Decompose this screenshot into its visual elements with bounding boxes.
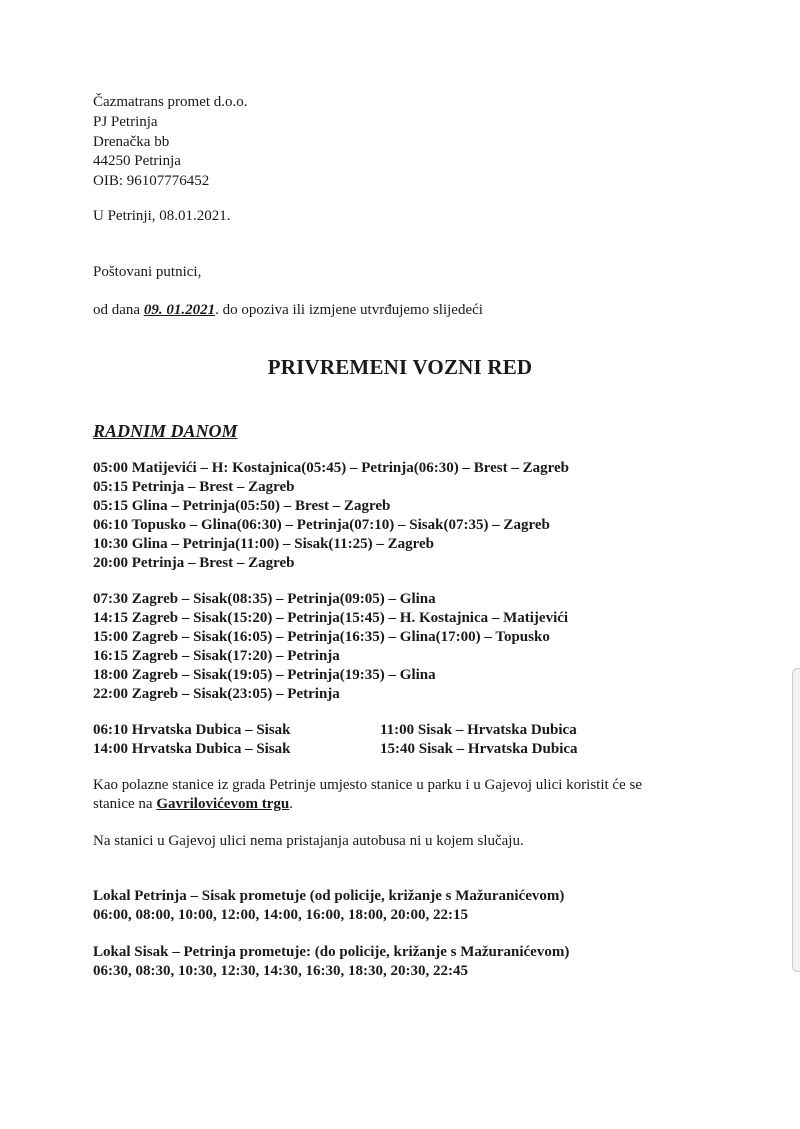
- schedule-row: 22:00 Zagreb – Sisak(23:05) – Petrinja: [93, 686, 340, 702]
- page-title: PRIVREMENI VOZNI RED: [267, 355, 533, 379]
- intro-after: . do opoziva ili izmjene utvrđujemo slijedeći: [215, 302, 483, 318]
- date-line: U Petrinji, 08.01.2021.: [93, 208, 231, 224]
- intro-line: [93, 301, 483, 319]
- note-stations-place: Gavrilovićevom trgu: [156, 796, 290, 812]
- note-stations-line1: Kao polazne stanice iz grada Petrinje umjesto stanice u parku i u Gajevoj ulici koristit će se: [93, 777, 642, 793]
- intro-date: 09. 01.2021: [143, 302, 216, 318]
- schedule-row: 05:15 Petrinja – Brest – Zagreb: [93, 479, 295, 495]
- schedule-row: 16:15 Zagreb – Sisak(17:20) – Petrinja: [93, 648, 340, 664]
- intro-before: od dana: [93, 302, 144, 318]
- greeting: Poštovani putnici,: [93, 264, 202, 280]
- company-oib: OIB: 96107776452: [93, 173, 210, 189]
- schedule-row: 05:15 Glina – Petrinja(05:50) – Brest – Zagreb: [93, 498, 391, 514]
- company-street: Drenačka bb: [93, 134, 170, 150]
- schedule-row: 14:15 Zagreb – Sisak(15:20) – Petrinja(15:45) – H. Kostajnica – Matijevići: [93, 610, 569, 626]
- schedule-row: 15:00 Zagreb – Sisak(16:05) – Petrinja(16:35) – Glina(17:00) – Topusko: [93, 629, 550, 645]
- note-no-stopping: Na stanici u Gajevoj ulici nema pristajanja autobusa ni u kojem slučaju.: [93, 833, 524, 849]
- note-stations-line2: [93, 795, 293, 813]
- dubica-row: 11:00 Sisak – Hrvatska Dubica: [380, 722, 577, 738]
- note-stations-before: stanice na: [93, 796, 157, 812]
- note-stations-after: .: [289, 796, 293, 812]
- local-sisak-petrinja-heading: Lokal Sisak – Petrinja prometuje: (do policije, križanje s Mažuranićevom): [93, 944, 570, 960]
- dubica-row: 14:00 Hrvatska Dubica – Sisak: [93, 741, 291, 757]
- schedule-row: 07:30 Zagreb – Sisak(08:35) – Petrinja(09:05) – Glina: [93, 591, 436, 607]
- schedule-row: 10:30 Glina – Petrinja(11:00) – Sisak(11:25) – Zagreb: [93, 536, 434, 552]
- schedule-row: 06:10 Topusko – Glina(06:30) – Petrinja(07:10) – Sisak(07:35) – Zagreb: [93, 517, 550, 533]
- company-name: Čazmatrans promet d.o.o.: [93, 94, 248, 110]
- local-petrinja-sisak-times: 06:00, 08:00, 10:00, 12:00, 14:00, 16:00, 18:00, 20:00, 22:15: [93, 907, 468, 923]
- schedule-row: 20:00 Petrinja – Brest – Zagreb: [93, 555, 295, 571]
- scrollbar[interactable]: [792, 668, 800, 972]
- dubica-row: 15:40 Sisak – Hrvatska Dubica: [380, 741, 578, 757]
- local-sisak-petrinja-times: 06:30, 08:30, 10:30, 12:30, 14:30, 16:30, 18:30, 20:30, 22:45: [93, 963, 468, 979]
- schedule-row: 05:00 Matijevići – H: Kostajnica(05:45) – Petrinja(06:30) – Brest – Zagreb: [93, 460, 570, 476]
- company-unit: PJ Petrinja: [93, 114, 158, 130]
- section-heading: RADNIM DANOM: [93, 421, 238, 441]
- schedule-row: 18:00 Zagreb – Sisak(19:05) – Petrinja(19:35) – Glina: [93, 667, 436, 683]
- local-petrinja-sisak-heading: Lokal Petrinja – Sisak prometuje (od policije, križanje s Mažuranićevom): [93, 888, 565, 904]
- company-city: 44250 Petrinja: [93, 153, 181, 169]
- dubica-row: 06:10 Hrvatska Dubica – Sisak: [93, 722, 291, 738]
